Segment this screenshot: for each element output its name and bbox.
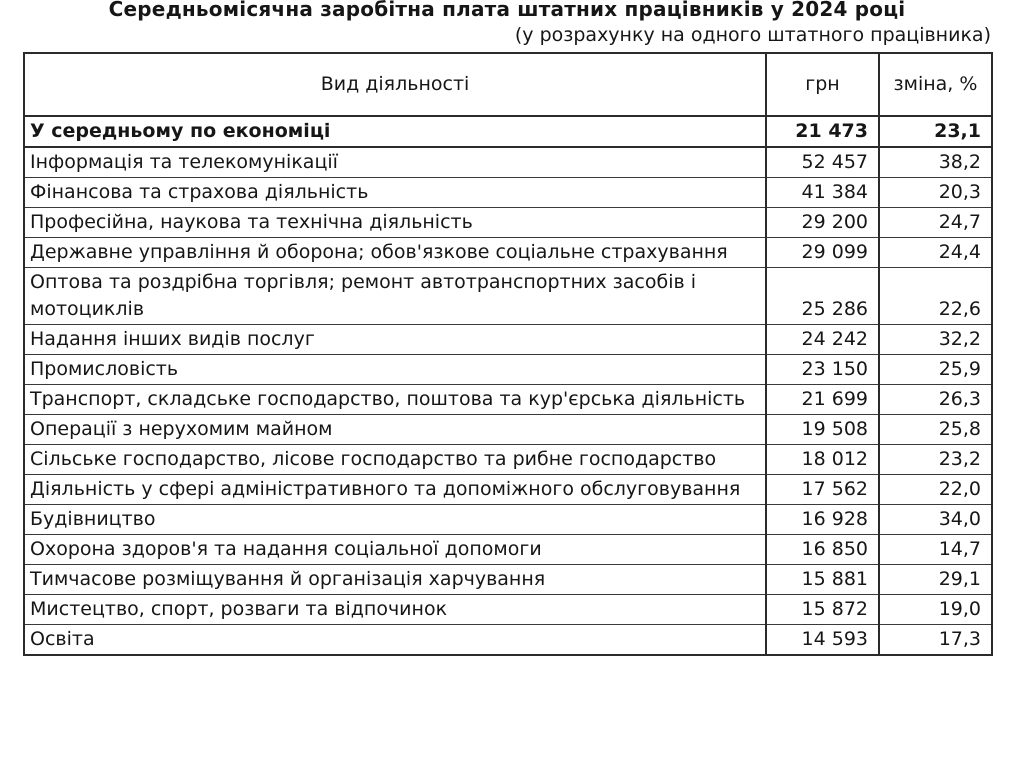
uah-cell: 29 200	[766, 208, 879, 238]
change-cell: 20,3	[879, 178, 992, 208]
table-row	[24, 565, 992, 595]
table-row	[24, 625, 992, 656]
activity-cell: Охорона здоров'я та надання соціальної допомоги	[24, 535, 766, 565]
table-row	[24, 445, 992, 475]
uah-cell: 24 242	[766, 325, 879, 355]
table-body	[24, 116, 992, 655]
table-row	[24, 505, 992, 535]
table-row	[24, 238, 992, 268]
table-row	[24, 535, 992, 565]
activity-cell: Оптова та роздрібна торгівля; ремонт автотранспортних засобів і мотоциклів	[24, 268, 766, 325]
change-cell: 24,7	[879, 208, 992, 238]
uah-cell: 17 562	[766, 475, 879, 505]
change-cell: 24,4	[879, 238, 992, 268]
column-header-uah: грн	[766, 53, 879, 116]
activity-cell: Промисловість	[24, 355, 766, 385]
uah-cell: 29 099	[766, 238, 879, 268]
uah-cell: 23 150	[766, 355, 879, 385]
change-cell: 22,0	[879, 475, 992, 505]
table-row	[24, 385, 992, 415]
uah-cell: 52 457	[766, 147, 879, 178]
table-row	[24, 475, 992, 505]
activity-cell: Будівництво	[24, 505, 766, 535]
activity-cell: Освіта	[24, 625, 766, 656]
change-cell: 38,2	[879, 147, 992, 178]
change-cell: 26,3	[879, 385, 992, 415]
change-cell: 17,3	[879, 625, 992, 656]
table-row	[24, 595, 992, 625]
table-row	[24, 325, 992, 355]
activity-cell: Діяльність у сфері адміністративного та допоміжного обслуговування	[24, 475, 766, 505]
column-header-activity: Вид діяльності	[24, 53, 766, 116]
activity-cell: Сільське господарство, лісове господарство та рибне господарство	[24, 445, 766, 475]
change-cell: 22,6	[879, 268, 992, 325]
activity-cell: Транспорт, складське господарство, поштова та кур'єрська діяльність	[24, 385, 766, 415]
change-cell: 25,9	[879, 355, 992, 385]
change-cell: 19,0	[879, 595, 992, 625]
uah-cell: 16 850	[766, 535, 879, 565]
uah-cell: 21 699	[766, 385, 879, 415]
page-subtitle: (у розрахунку на одного штатного працівника)	[514, 24, 991, 46]
uah-cell: 18 012	[766, 445, 879, 475]
activity-cell: Державне управління й оборона; обов'язкове соціальне страхування	[24, 238, 766, 268]
activity-cell: Операції з нерухомим майном	[24, 415, 766, 445]
header-row	[24, 53, 992, 116]
change-cell: 14,7	[879, 535, 992, 565]
uah-cell: 25 286	[766, 268, 879, 325]
activity-cell: Мистецтво, спорт, розваги та відпочинок	[24, 595, 766, 625]
table-row	[24, 415, 992, 445]
change-cell: 23,2	[879, 445, 992, 475]
activity-cell: Тимчасове розміщування й організація харчування	[24, 565, 766, 595]
table-row	[24, 268, 992, 325]
uah-cell: 15 872	[766, 595, 879, 625]
table-row	[24, 178, 992, 208]
change-cell: 29,1	[879, 565, 992, 595]
table-row	[24, 208, 992, 238]
activity-cell: Фінансова та страхова діяльність	[24, 178, 766, 208]
uah-cell: 14 593	[766, 625, 879, 656]
table-row	[24, 147, 992, 178]
activity-cell: Надання інших видів послуг	[24, 325, 766, 355]
activity-cell: Інформація та телекомунікації	[24, 147, 766, 178]
uah-cell: 21 473	[766, 116, 879, 147]
change-cell: 32,2	[879, 325, 992, 355]
salary-table	[23, 52, 993, 656]
page-title: Середньомісячна заробітна плата штатних працівників у 2024 році	[108, 0, 906, 21]
change-cell: 34,0	[879, 505, 992, 535]
uah-cell: 15 881	[766, 565, 879, 595]
column-header-change: зміна, %	[879, 53, 992, 116]
uah-cell: 41 384	[766, 178, 879, 208]
change-cell: 25,8	[879, 415, 992, 445]
uah-cell: 19 508	[766, 415, 879, 445]
table-header	[24, 53, 992, 116]
summary-row	[24, 116, 992, 147]
activity-cell: У середньому по економіці	[24, 116, 766, 147]
activity-cell: Професійна, наукова та технічна діяльність	[24, 208, 766, 238]
table-row	[24, 355, 992, 385]
change-cell: 23,1	[879, 116, 992, 147]
uah-cell: 16 928	[766, 505, 879, 535]
